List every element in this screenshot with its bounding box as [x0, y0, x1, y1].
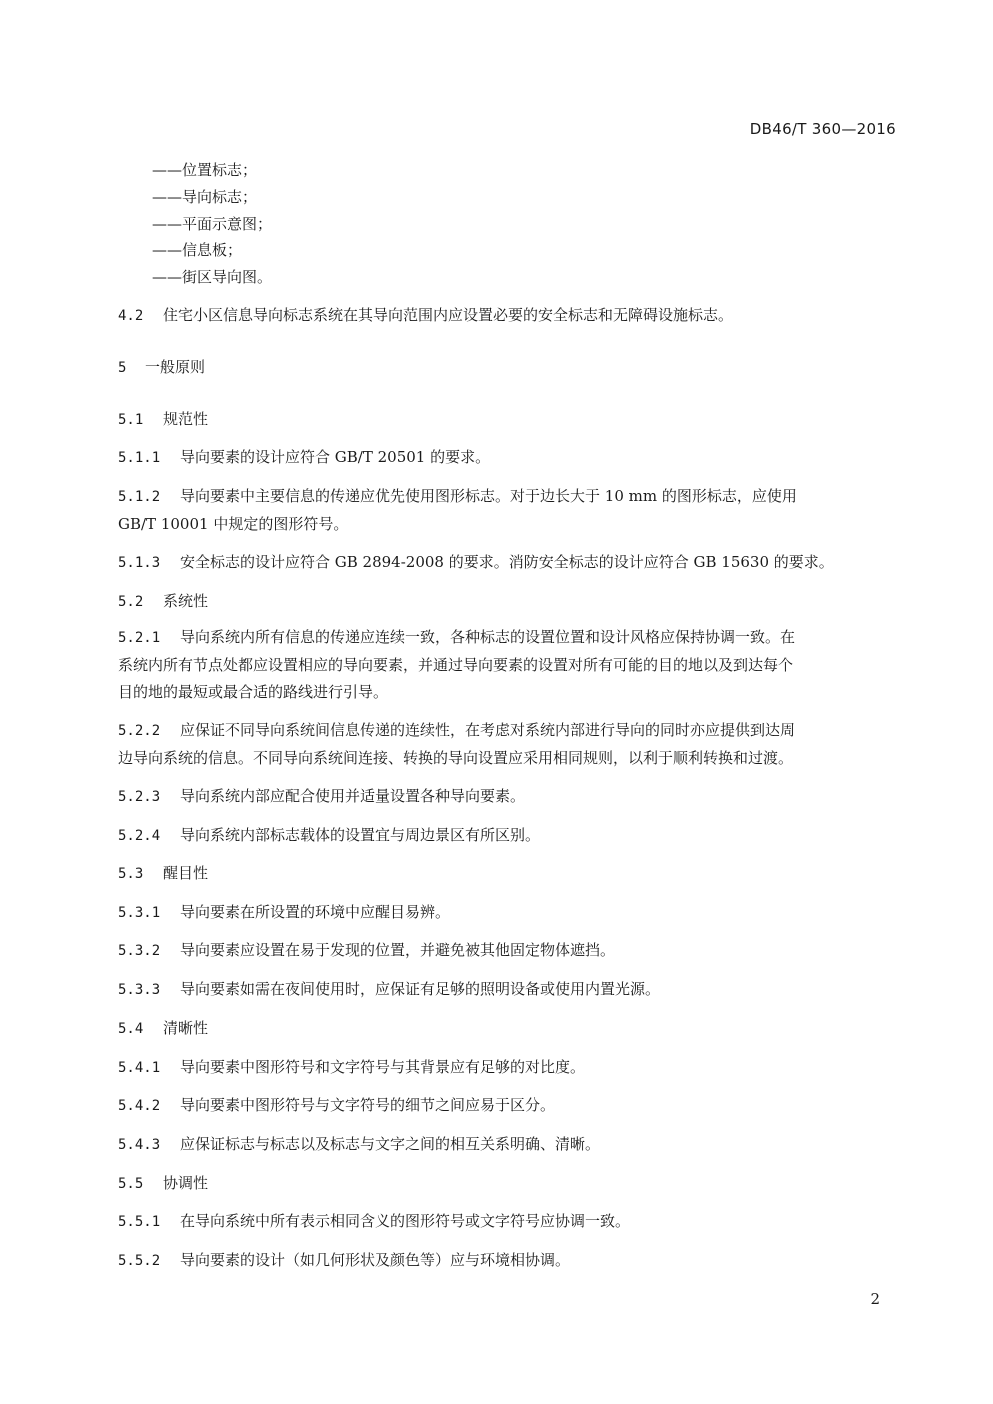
- clause-number: 5.4.2: [118, 1098, 161, 1114]
- clause-5-3-1: [118, 901, 450, 924]
- section-heading-5-1: [118, 408, 208, 431]
- clause-text: 导向要素中图形符号与文字符号的细节之间应易于区分。: [180, 1096, 556, 1114]
- clause-5-2-1: [118, 624, 900, 706]
- section-title: 醒目性: [163, 864, 209, 882]
- clause-text: 在导向系统中所有表示相同含义的图形符号或文字符号应协调一致。: [180, 1212, 631, 1230]
- clause-5-1-1: [118, 446, 490, 469]
- clause-number: 5.2.2: [118, 723, 161, 739]
- section-number: 5.1: [118, 412, 144, 428]
- section-heading-5-3: [118, 862, 208, 885]
- section-title: 协调性: [163, 1174, 209, 1192]
- section-number: 5.4: [118, 1021, 144, 1037]
- clause-text: 导向要素如需在夜间使用时，应保证有足够的照明设备或使用内置光源。: [180, 980, 661, 998]
- clause-number: 5.4.1: [118, 1060, 161, 1076]
- clause-number: 5.1.1: [118, 450, 161, 466]
- clause-4-2: [118, 304, 733, 327]
- clause-text: 导向要素在所设置的环境中应醒目易辨。: [180, 903, 451, 921]
- clause-number: 5.2.4: [118, 828, 161, 844]
- clause-number: 5.5.1: [118, 1214, 161, 1230]
- clause-text: 住宅小区信息导向标志系统在其导向范围内应设置必要的安全标志和无障碍设施标志。: [163, 306, 734, 324]
- clause-text-line: 边导向系统的信息。不同导向系统间连接、转换的导向设置应采用相同规则，以利于顺利转换和过渡。: [118, 749, 794, 767]
- list-item: ——街区导向图。: [152, 268, 273, 286]
- clause-text-line: GB/T 10001 中规定的图形符号。: [118, 515, 349, 533]
- clause-text: 导向要素的设计（如几何形状及颜色等）应与环境相协调。: [180, 1251, 571, 1269]
- section-number: 5.3: [118, 866, 144, 882]
- list-item: ——信息板；: [152, 241, 243, 259]
- page-number: 2: [870, 1290, 880, 1308]
- document-code: DB46/T 360—2016: [749, 120, 896, 138]
- clause-number: 5.3.2: [118, 943, 161, 959]
- clause-number: 5.1.3: [118, 555, 161, 571]
- clause-text: 导向要素应设置在易于发现的位置，并避免被其他固定物体遮挡。: [180, 941, 616, 959]
- clause-text: 导向系统内部应配合使用并适量设置各种导向要素。: [180, 787, 526, 805]
- clause-text: 应保证标志与标志以及标志与文字之间的相互关系明确、清晰。: [180, 1135, 601, 1153]
- clause-number: 5.3.3: [118, 982, 161, 998]
- clause-5-2-4: [118, 824, 540, 847]
- clause-text: 安全标志的设计应符合 GB 2894-2008 的要求。消防安全标志的设计应符合 GB 15630 的要求。: [180, 553, 834, 571]
- clause-text-line: 导向要素中主要信息的传递应优先使用图形标志。对于边长大于 10 mm 的图形标志，应使用: [180, 487, 797, 505]
- clause-text-line: 应保证不同导向系统间信息传递的连续性，在考虑对系统内部进行导向的同时亦应提供到达周: [180, 721, 796, 739]
- section-title: 清晰性: [163, 1019, 209, 1037]
- clause-5-1-3: [118, 551, 834, 574]
- clause-number: 5.3.1: [118, 905, 161, 921]
- clause-5-4-2: [118, 1094, 555, 1117]
- section-title: 规范性: [163, 410, 209, 428]
- clause-5-2-3: [118, 785, 525, 808]
- section-heading-5-5: [118, 1172, 208, 1195]
- clause-5-4-1: [118, 1056, 585, 1079]
- clause-number: 5.4.3: [118, 1137, 161, 1153]
- section-title: 系统性: [163, 592, 209, 610]
- clause-5-5-1: [118, 1210, 630, 1233]
- clause-text: 导向系统内部标志载体的设置宜与周边景区有所区别。: [180, 826, 541, 844]
- clause-number: 5.2.1: [118, 630, 161, 646]
- clause-5-3-2: [118, 939, 615, 962]
- clause-text-line: 导向系统内所有信息的传递应连续一致，各种标志的设置位置和设计风格应保持协调一致。在: [180, 628, 796, 646]
- clause-5-3-3: [118, 978, 660, 1001]
- clause-5-5-2: [118, 1249, 570, 1272]
- clause-text-line: 目的地的最短或最合适的路线进行引导。: [118, 683, 389, 701]
- chapter-heading-5: [118, 356, 205, 379]
- clause-text: 导向要素的设计应符合 GB/T 20501 的要求。: [180, 448, 491, 466]
- chapter-title: 一般原则: [145, 358, 206, 376]
- clause-5-2-2: [118, 717, 900, 772]
- list-item: ——平面示意图；: [152, 215, 273, 233]
- section-heading-5-2: [118, 590, 208, 613]
- chapter-number: 5: [118, 360, 127, 376]
- clause-number: 4.2: [118, 308, 144, 324]
- clause-text-line: 系统内所有节点处都应设置相应的导向要素，并通过导向要素的设置对所有可能的目的地以及到达每个: [118, 656, 794, 674]
- section-heading-5-4: [118, 1017, 208, 1040]
- clause-5-4-3: [118, 1133, 600, 1156]
- clause-number: 5.5.2: [118, 1253, 161, 1269]
- list-item: ——位置标志；: [152, 161, 258, 179]
- clause-text: 导向要素中图形符号和文字符号与其背景应有足够的对比度。: [180, 1058, 586, 1076]
- clause-number: 5.2.3: [118, 789, 161, 805]
- section-number: 5.2: [118, 594, 144, 610]
- section-number: 5.5: [118, 1176, 144, 1192]
- clause-5-1-2: [118, 483, 900, 538]
- list-item: ——导向标志；: [152, 188, 258, 206]
- clause-number: 5.1.2: [118, 489, 161, 505]
